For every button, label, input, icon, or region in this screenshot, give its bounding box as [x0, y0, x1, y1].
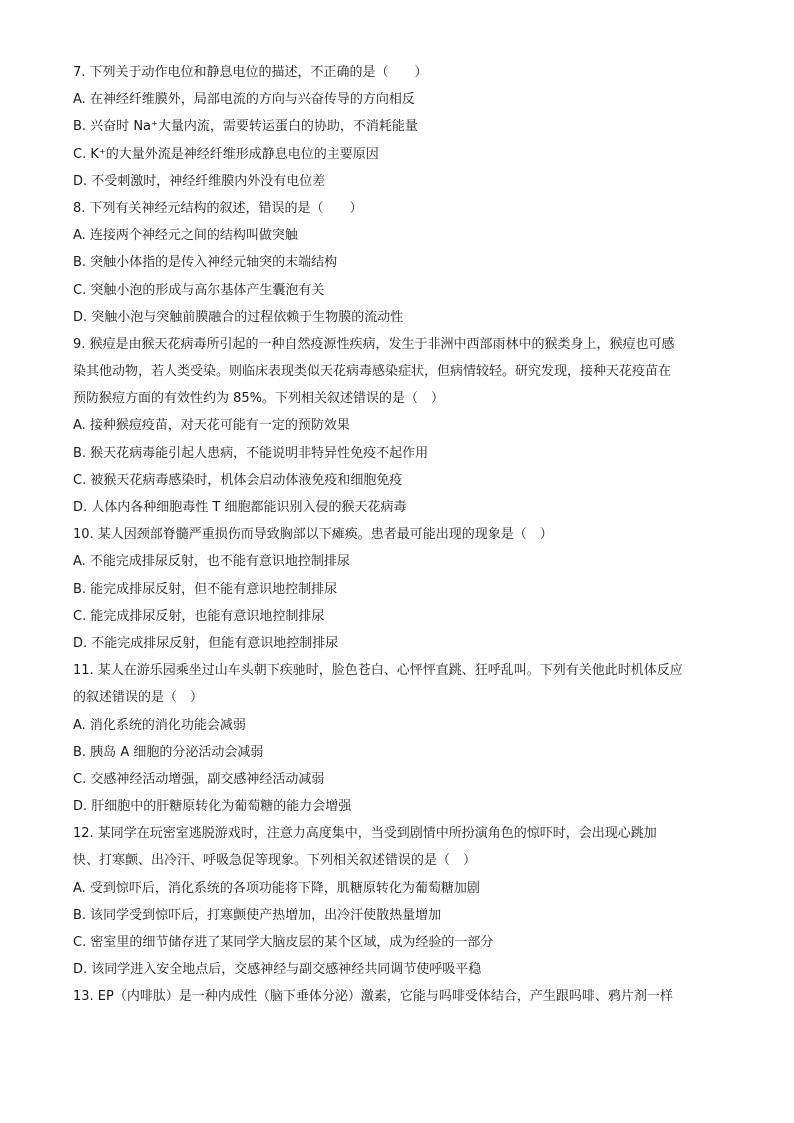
q11-option-b: B. 胰岛 A 细胞的分泌活动会减弱: [73, 744, 264, 760]
q13-stem-line-1: 13. EP（内啡肽）是一种内成性（脑下垂体分泌）激素，它能与吗啡受体结合，产生跟吗啡、鸦片剂一样: [73, 989, 673, 1005]
q10-option-d: D. 不能完成排尿反射，但能有意识地控制排尿: [73, 635, 339, 651]
q9-option-b: B. 猴天花病毒能引起人患病，不能说明非特异性免疫不起作用: [73, 445, 429, 461]
q12-option-b: B. 该同学受到惊吓后，打寒颤使产热增加，出冷汗使散热量增加: [73, 907, 442, 923]
q10-option-c: C. 能完成排尿反射，也能有意识地控制排尿: [73, 608, 325, 624]
q9-option-c: C. 被猴天花病毒感染时，机体会启动体液免疫和细胞免疫: [73, 472, 403, 488]
q7-option-a: A. 在神经纤维膜外，局部电流的方向与兴奋传导的方向相反: [73, 92, 415, 108]
q9-stem-line-3: 预防猴痘方面的有效性约为 85%。下列相关叙述错误的是（ ）: [73, 391, 445, 407]
q9-stem-line-1: 9. 猴痘是由猴天花病毒所引起的一种自然疫源性疾病，发生于非洲中西部雨林中的猴类身上，猴痘也可感: [73, 336, 675, 352]
q8-option-b: B. 突触小体指的是传入神经元轴突的末端结构: [73, 255, 338, 271]
q11-option-c: C. 交感神经活动增强，副交感神经活动减弱: [73, 771, 325, 787]
q12-option-a: A. 受到惊吓后，消化系统的各项功能将下降，肌糖原转化为葡萄糖加剧: [73, 880, 480, 896]
q8-stem: 8. 下列有关神经元结构的叙述，错误的是（ ）: [73, 200, 363, 216]
q9-option-a: A. 接种猴痘疫苗，对天花可能有一定的预防效果: [73, 418, 350, 434]
q12-stem-line-1: 12. 某同学在玩密室逃脱游戏时，注意力高度集中，当受到剧情中所扮演角色的惊吓时，会出现心跳加: [73, 826, 657, 842]
q7-option-d: D. 不受刺激时，神经纤维膜内外没有电位差: [73, 173, 326, 189]
q7-stem: 7. 下列关于动作电位和静息电位的描述，不正确的是（ ）: [73, 65, 428, 80]
q12-option-d: D. 该同学进入安全地点后，交感神经与副交感神经共同调节使呼吸平稳: [73, 962, 482, 978]
q11-stem-line-1: 11. 某人在游乐园乘坐过山车头朝下疾驰时，脸色苍白、心怦怦直跳、狂呼乱叫。下列有关他此时机体反应: [73, 663, 683, 679]
q8-option-c: C. 突触小泡的形成与高尔基体产生囊泡有关: [73, 282, 325, 298]
q9-option-d: D. 人体内各种细胞毒性 T 细胞都能识别入侵的猴天花病毒: [73, 500, 407, 515]
q8-option-d: D. 突触小泡与突触前膜融合的过程依赖于生物膜的流动性: [73, 309, 404, 325]
q8-option-a: A. 连接两个神经元之间的结构叫做突触: [73, 228, 298, 244]
q7-option-b: B. 兴奋时 Na⁺大量内流，需要转运蛋白的协助，不消耗能量: [73, 119, 418, 135]
document-page: [73, 59, 733, 1011]
q11-option-d: D. 肝细胞中的肝糖原转化为葡萄糖的能力会增强: [73, 799, 352, 815]
q12-stem-line-2: 快、打寒颤、出冷汗、呼吸急促等现象。下列相关叙述错误的是（ ）: [73, 853, 477, 869]
q7-option-c: C. K⁺的大量外流是神经纤维形成静息电位的主要原因: [73, 146, 379, 162]
q10-option-b: B. 能完成排尿反射，但不能有意识地控制排尿: [73, 581, 338, 597]
q10-stem: 10. 某人因颈部脊髓严重损伤而导致胸部以下瘫痪。患者最可能出现的现象是（ ）: [73, 527, 553, 543]
q11-stem-line-2: 的叙述错误的是（ ）: [73, 690, 204, 706]
q11-option-a: A. 消化系统的消化功能会减弱: [73, 717, 246, 733]
q10-option-a: A. 不能完成排尿反射，也不能有意识地控制排尿: [73, 554, 350, 570]
q12-option-c: C. 密室里的细节储存进了某同学大脑皮层的某个区域，成为经验的一部分: [73, 935, 494, 950]
q9-stem-line-2: 染其他动物，若人类受染。则临床表现类似天花病毒感染症状，但病情较轻。研究发现，接种天花疫苗在: [73, 364, 672, 380]
